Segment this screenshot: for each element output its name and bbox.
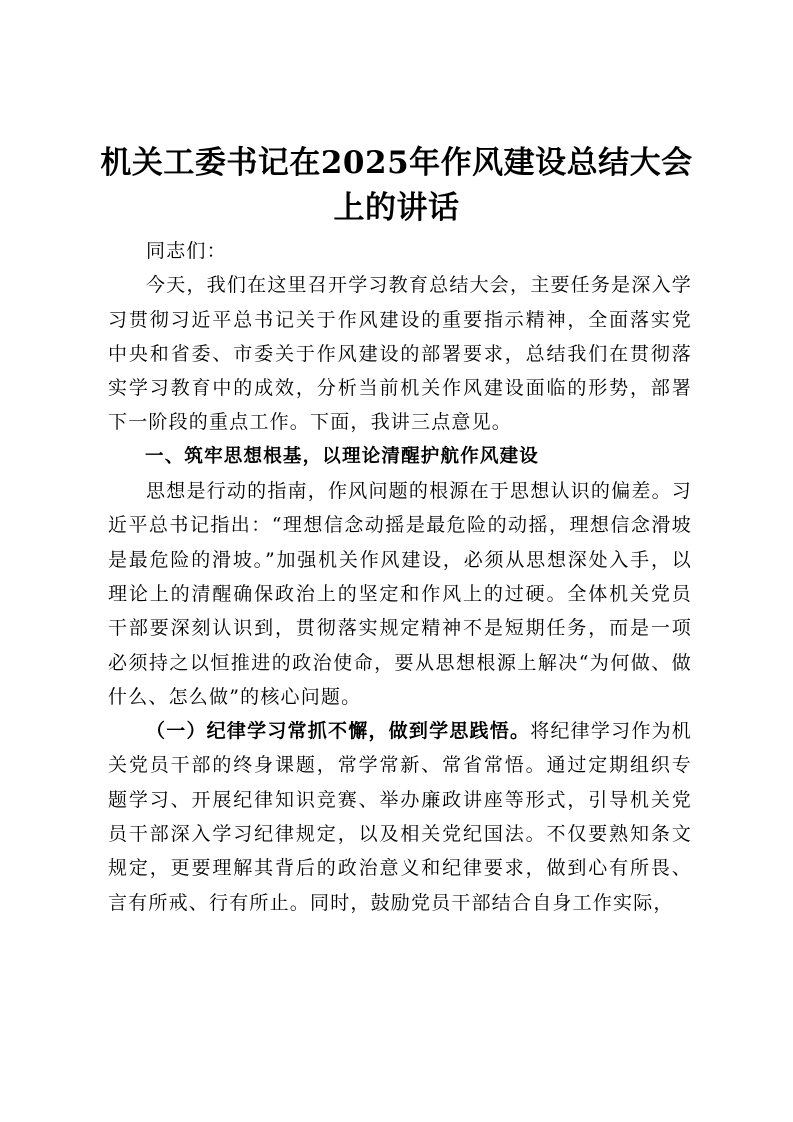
section-1-intro-paragraph: 思想是行动的指南，作风问题的根源在于思想认识的偏差。习近平总书记指出：“理想信念动摇是最危险的动摇，理想信念滑坡是最危险的滑坡。”加强机关作风建设，必须从思想深处入手，以理论上的清醒确保政治上的坚定和作风上的过硬。全体机关党员干部要深刻认识到，贯彻落实规定精神不是短期任务，而是一项必须持之以恒推进的政治使命，要从思想根源上解决“为何做、做什么、怎么做”的核心问题。 [108,480,692,708]
opening-paragraph: 今天，我们在这里召开学习教育总结大会，主要任务是深入学习贯彻习近平总书记关于作风建设的重要指示精神，全面落实党中央和省委、市委关于作风建设的部署要求，总结我们在贯彻落实学习教育中的成效，分析当前机关作风建设面临的形势，部署下一阶段的重点工作。下面，我讲三点意见。 [108,274,692,434]
section-heading-1: 一、筑牢思想根基，以理论清醒护航作风建设 [145,445,540,467]
document-title: 机关工委书记在2025年作风建设总结大会上的讲话 [100,145,693,226]
subsection-1-paragraph [108,714,692,920]
subsection-1-lead: （一）纪律学习常抓不懈，做到学思践悟。 [146,720,531,743]
document-body [108,234,692,920]
salutation: 同志们： [146,240,227,262]
subsection-1-text: 将纪律学习作为机关党员干部的终身课题，常学常新、常省常悟。通过定期组织专题学习、开展纪律知识竞赛、举办廉政讲座等形式，引导机关党员干部深入学习纪律规定，以及相关党纪国法。不仅要熟知条文规定，更要理解其背后的政治意义和纪律要求，做到心有所畏、言有所戒、行有所止。同时，鼓励党员干部结合自身工作实际， [108,720,692,914]
